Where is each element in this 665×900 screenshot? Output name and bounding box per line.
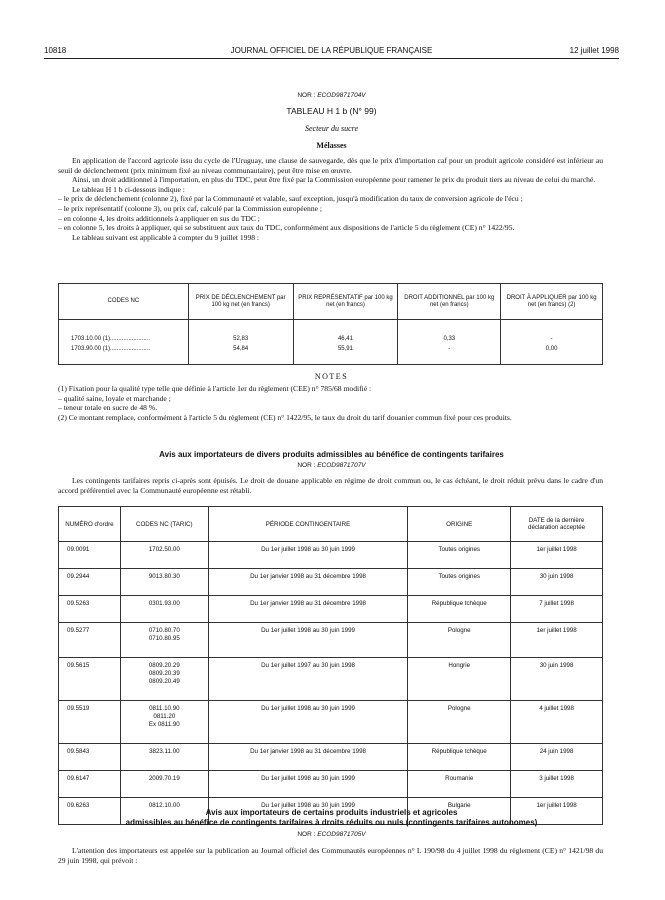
nc-code: 0812.10.00: [148, 802, 180, 809]
column-header: NUMÉRO d'ordre: [59, 507, 121, 542]
note: (2) Ce montant remplace, conformément à l'article 5 du règlement (CE) n° 1422/95, le taux du droit du tarif douanier commun fixé pour ces produits.: [58, 412, 512, 422]
table-cell: 09.2944: [59, 569, 121, 596]
table-cell: 3 juillet 1998: [511, 771, 603, 798]
table-row: [59, 771, 603, 798]
list-item: – en colonne 5, les droits à appliquer, qui se substituent aux taux du TDC, conformément aux dispositions de l'article 5 du règlement (CE) n° 1422/95.: [58, 223, 515, 233]
table-cell: [120, 658, 208, 701]
table-cell: Bulgarie: [408, 798, 511, 825]
table-cell: 30 juin 1998: [511, 658, 603, 701]
table-cell: République tchèque: [408, 744, 511, 771]
table-cell: 0,33: [398, 334, 501, 344]
nc-code: 0710.80.70: [148, 627, 180, 634]
table-row: [59, 334, 603, 344]
table-cell: 52,83: [188, 334, 293, 344]
page-number: 10818: [44, 46, 67, 55]
table-cell: 1703.90.00 (1)........................: [59, 344, 189, 354]
table-row: [59, 744, 603, 771]
page-header: [44, 46, 619, 58]
sector-heading: Secteur du sucre: [304, 124, 359, 133]
table-cell: Hongrie: [408, 658, 511, 701]
nc-code: 9013.80.30: [148, 573, 180, 580]
section-intro: Les contingents tarifaires repris ci-après sont épuisés. Le droit de douane applicable en régime de droit commun ou, le cas échéant, le droit réduit prévu dans le cadre d'un accord préférentiel avec la Communauté européenne est rétabli.: [58, 476, 603, 495]
section-title: Avis aux importateurs de divers produits admissibles au bénéfice de contingents tarifaires: [159, 450, 504, 459]
table-cell: 09.6263: [59, 798, 121, 825]
column-header: DROIT ADDITIONNEL par 100 kg net (en francs): [398, 284, 501, 320]
journal-title: JOURNAL OFFICIEL DE LA RÉPUBLIQUE FRANÇAISE: [230, 46, 433, 55]
nc-code: 0809.20.49: [148, 678, 180, 685]
subheading: Mélasses: [316, 141, 347, 150]
column-header: PRIX REPRÉSENTATIF par 100 kg net (en francs): [293, 284, 398, 320]
table-cell: -: [398, 344, 501, 354]
table-cell: 09.6147: [59, 771, 121, 798]
nc-code: 1702.50.00: [148, 546, 180, 553]
notes: [58, 384, 603, 422]
melasses-table: [58, 283, 603, 365]
table-row: [59, 344, 603, 354]
table-cell: 55,91: [293, 344, 398, 354]
table-row: [59, 623, 603, 658]
publication-date: 12 juillet 1998: [569, 46, 619, 55]
table-cell: 09.5843: [59, 744, 121, 771]
table-title: TABLEAU H 1 b (N° 99): [286, 106, 377, 116]
section-title: Avis aux importateurs de certains produits industriels et agricoles: [205, 808, 458, 817]
table-cell: 54,84: [188, 344, 293, 354]
table-row: [59, 701, 603, 744]
list-item: – en colonne 4, les droits additionnels à appliquer en sus du TDC ;: [58, 213, 260, 223]
table-cell: 0,00: [501, 344, 603, 354]
table-cell: Pologne: [408, 701, 511, 744]
column-header: PRIX DE DÉCLENCHEMENT par 100 kg net (en francs): [188, 284, 293, 320]
nor-code: ECOD9871707V: [317, 462, 366, 469]
table-cell: [120, 596, 208, 623]
column-header: DATE de la dernière déclaration acceptée: [511, 507, 603, 542]
table-cell: -: [501, 334, 603, 344]
intro-text: [58, 156, 603, 242]
nc-code: 2009.70.19: [148, 775, 180, 782]
table-cell: Du 1er juillet 1998 au 30 juin 1999: [208, 701, 408, 744]
nc-code: 0811.20: [153, 713, 176, 720]
nor-code: ECOD9871704V: [317, 92, 366, 99]
table-cell: 24 juin 1998: [511, 744, 603, 771]
table-cell: Roumanie: [408, 771, 511, 798]
table-header-row: [59, 284, 603, 320]
nc-code: 0710.80.95: [148, 635, 180, 642]
table-cell: Du 1er juillet 1998 au 30 juin 1999: [208, 623, 408, 658]
note: (1) Fixation pour la qualité type telle que définie à l'article 1er du règlement (CEE) n° 785/68 modifié :: [58, 384, 372, 393]
table-cell: 7 juillet 1998: [511, 596, 603, 623]
table-cell: [120, 623, 208, 658]
table-cell: 1er juillet 1998: [511, 798, 603, 825]
table-cell: Toutes origines: [408, 542, 511, 569]
table-cell: [120, 542, 208, 569]
paragraph: Le tableau H 1 b ci-dessous indique :: [72, 184, 185, 194]
table-cell: Du 1er janvier 1998 au 31 décembre 1998: [208, 744, 408, 771]
table-cell: [120, 701, 208, 744]
notes-title: NOTES: [314, 372, 349, 381]
table-cell: 09.5519: [59, 701, 121, 744]
paragraph: En application de l'accord agricole issu du cycle de l'Uruguay, une clause de sauvegarde, dès que le prix d'importation caf pour un produit agricole considéré est inférieur au seuil de déclenchement (prix minimum fixé au niveau communautaire), peut être mise en œuvre.: [58, 156, 603, 175]
nor-reference: NOR : ECOD9871705V: [297, 831, 366, 838]
column-header: DROIT À APPLIQUER par 100 kg net (en francs) (2): [501, 284, 603, 320]
table-cell: Du 1er juillet 1998 au 30 juin 1999: [208, 798, 408, 825]
nc-code: 3823.11.00: [149, 748, 180, 755]
column-header: PÉRIODE CONTINGENTAIRE: [208, 507, 408, 542]
nc-code: 0301.93.00: [148, 600, 180, 607]
table-cell: 09.5263: [59, 596, 121, 623]
table-header-row: [59, 507, 603, 542]
nor-code: ECOD9871705V: [317, 831, 366, 838]
nc-code: 0809.20.39: [148, 670, 180, 677]
table-cell: Pologne: [408, 623, 511, 658]
table-cell: 1er juillet 1998: [511, 623, 603, 658]
table-cell: [120, 569, 208, 596]
column-header: CODES NC: [59, 284, 189, 320]
table-cell: 1er juillet 1998: [511, 542, 603, 569]
table-cell: 30 juin 1998: [511, 569, 603, 596]
table-cell: Du 1er juillet 1998 au 30 juin 1999: [208, 542, 408, 569]
table-cell: Du 1er janvier 1998 au 31 décembre 1998: [208, 596, 408, 623]
table-row: [59, 596, 603, 623]
note: – teneur totale en sucre de 48 %.: [58, 403, 158, 413]
table-cell: 09.5615: [59, 658, 121, 701]
table-cell: Du 1er juillet 1997 au 30 juin 1998: [208, 658, 408, 701]
paragraph: Ainsi, un droit additionnel à l'importation, en plus du TDC, peut être fixé par la Commission européenne pour ramener le prix du produit tiers au niveau de celui du marché.: [72, 175, 596, 185]
table-cell: 09.5277: [59, 623, 121, 658]
list-item: – le prix de déclenchement (colonne 2), fixé par la Communauté et valable, sauf exception, jusqu'à modification du taux de conversion agricole de l'écu ;: [58, 194, 523, 204]
nc-code: 0809.20.29: [148, 662, 180, 669]
header-rule: [44, 58, 619, 59]
section-title: admissibles au bénéfice de contingents tarifaires à droits réduits ou nuls (contingents tarifaires autonomes): [125, 818, 538, 827]
nc-code: Ex 0811.90: [148, 721, 180, 728]
paragraph: Le tableau suivant est applicable à compter du 9 juillet 1998 :: [72, 232, 260, 242]
table-cell: 09.0091: [59, 542, 121, 569]
table-cell: [120, 771, 208, 798]
quota-table: [58, 506, 603, 825]
table-cell: Du 1er juillet 1998 au 30 juin 1999: [208, 771, 408, 798]
table-cell: République tchèque: [408, 596, 511, 623]
column-header: ORIGINE: [408, 507, 511, 542]
table-cell: Toutes origines: [408, 569, 511, 596]
section-intro: L'attention des importateurs est appelée sur la publication au Journal officiel des Communautés européennes n° L 190/98 du 4 juillet 1998 du règlement (CE) n° 1421/98 du 29 juin 1998, qui prévoit :: [58, 846, 603, 865]
nc-code: 0811.10.90: [149, 705, 180, 712]
nor-reference: NOR : ECOD9871707V: [297, 462, 366, 469]
list-item: – le prix représentatif (colonne 3), ou prix caf, calculé par la Commission européenne ;: [58, 203, 322, 213]
table-cell: 1703.10.00 (1)........................: [59, 334, 189, 344]
table-row: [59, 542, 603, 569]
column-header: CODES NC (TARIC): [120, 507, 208, 542]
table-cell: 4 juillet 1998: [511, 701, 603, 744]
table-cell: 46,41: [293, 334, 398, 344]
table-row: [59, 569, 603, 596]
table-cell: Du 1er janvier 1998 au 31 décembre 1998: [208, 569, 408, 596]
table-row: [59, 658, 603, 701]
note: – qualité saine, loyale et marchande ;: [58, 393, 171, 403]
nor-reference: NOR : ECOD9871704V: [297, 92, 366, 99]
table-cell: [120, 744, 208, 771]
